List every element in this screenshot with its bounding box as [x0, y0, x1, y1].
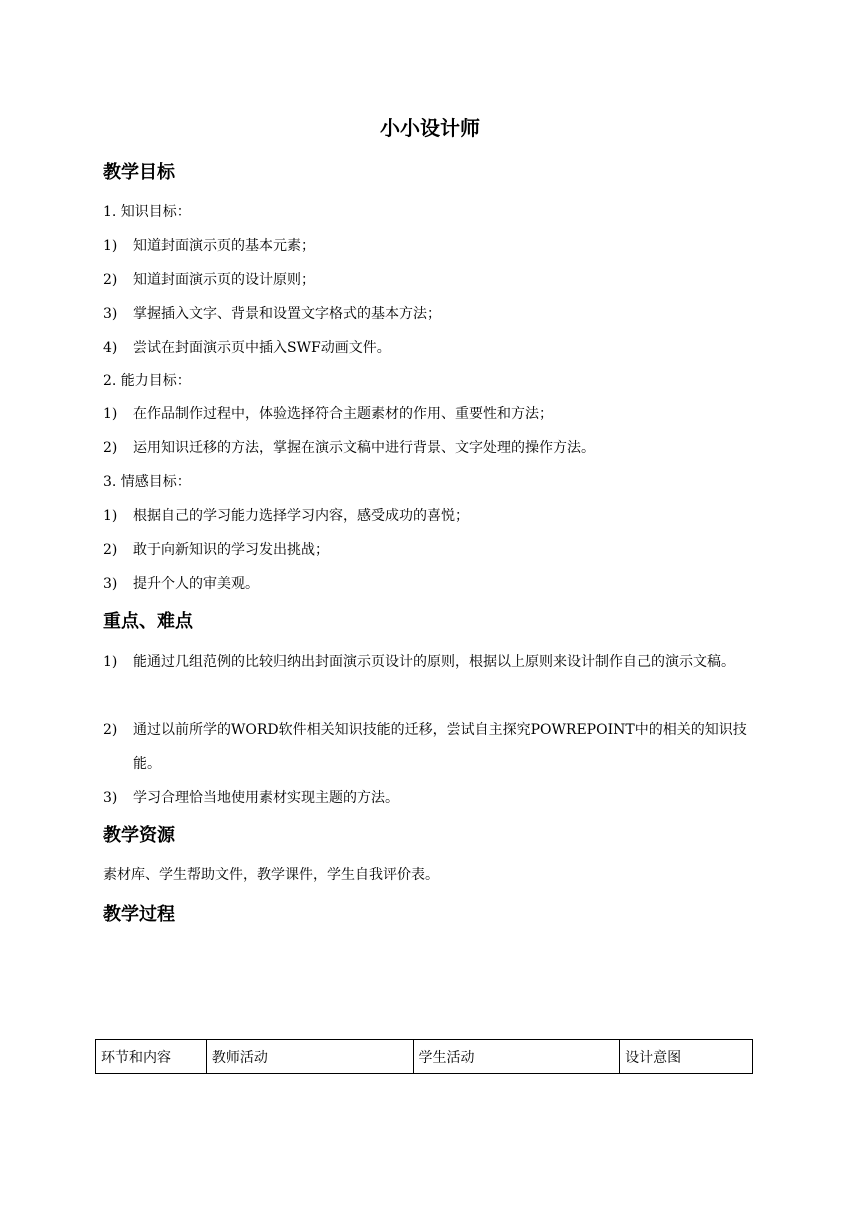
knowledge-label: 1. 知识目标： [103, 204, 191, 220]
knowledge-item [103, 338, 391, 358]
table-header-row [96, 1040, 753, 1074]
table-header-cell: 设计意图 [620, 1040, 753, 1074]
emotion-label: 3. 情感目标： [103, 474, 191, 490]
item-number: 3) [103, 576, 118, 592]
item-number: 2) [103, 722, 118, 738]
ability-item [103, 438, 595, 458]
item-text: 在作品制作过程中，体验选择符合主题素材的作用、重要性和方法； [133, 406, 553, 422]
table-header-cell: 环节和内容 [96, 1040, 207, 1074]
item-text: 尝试在封面演示页中插入SWF动画文件。 [133, 340, 391, 356]
item-number: 3) [103, 306, 118, 322]
ability-item [103, 404, 553, 424]
ability-label: 2. 能力目标： [103, 373, 191, 389]
process-table [95, 1039, 753, 1074]
table-header-cell: 学生活动 [413, 1040, 620, 1074]
item-number: 4) [103, 340, 118, 356]
item-text: 掌握插入文字、背景和设置文字格式的基本方法； [133, 306, 441, 322]
item-number: 2) [103, 440, 118, 456]
item-text: 根据自己的学习能力选择学习内容，感受成功的喜悦； [133, 508, 469, 524]
objectives-heading: 教学目标 [103, 162, 175, 183]
item-text: 知道封面演示页的设计原则； [133, 272, 315, 288]
emotion-item [103, 506, 469, 526]
item-number: 1) [103, 238, 118, 254]
item-number: 1) [103, 508, 118, 524]
item-number: 2) [103, 542, 118, 558]
item-number: 1) [103, 654, 118, 670]
item-text: 知道封面演示页的基本元素； [133, 238, 315, 254]
key-points-heading: 重点、难点 [103, 611, 193, 632]
knowledge-item [103, 270, 315, 290]
process-heading: 教学过程 [103, 904, 175, 925]
item-text: 敢于向新知识的学习发出挑战； [133, 542, 329, 558]
item-number: 3) [103, 790, 118, 806]
resources-text: 素材库、学生帮助文件，教学课件，学生自我评价表。 [103, 867, 439, 883]
item-text: 通过以前所学的WORD软件相关知识技能的迁移，尝试自主探究POWREPOINT中的相关的知识技能。 [133, 722, 747, 772]
item-text: 运用知识迁移的方法，掌握在演示文稿中进行背景、文字处理的操作方法。 [133, 440, 595, 456]
table-header-cell: 教师活动 [206, 1040, 413, 1074]
key-point-item [103, 781, 763, 815]
item-text: 提升个人的审美观。 [133, 576, 259, 592]
knowledge-item [103, 236, 315, 256]
key-point-item [103, 645, 763, 679]
emotion-item [103, 540, 329, 560]
item-number: 2) [103, 272, 118, 288]
item-number: 1) [103, 406, 118, 422]
item-text: 学习合理恰当地使用素材实现主题的方法。 [133, 790, 399, 806]
key-point-item [103, 713, 763, 781]
knowledge-item [103, 304, 441, 324]
resources-heading: 教学资源 [103, 825, 175, 846]
document-title: 小小设计师 [380, 116, 480, 140]
emotion-item [103, 574, 259, 594]
item-text: 能通过几组范例的比较归纳出封面演示页设计的原则，根据以上原则来设计制作自己的演示文稿。 [133, 654, 735, 670]
